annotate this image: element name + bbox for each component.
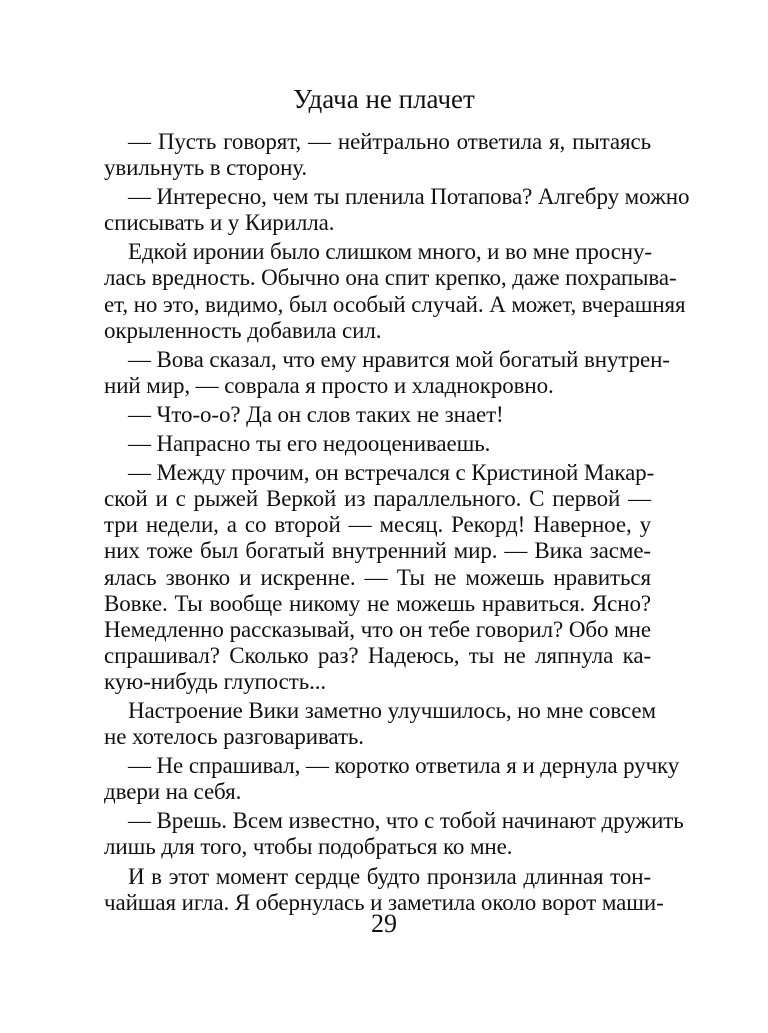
text-line: — Между прочим, он встречался с Кристиной Макар- [128,460,655,486]
paragraph [104,346,670,399]
paragraph [104,697,656,750]
paragraph [104,239,686,343]
text-line: кую-нибудь глупость... [104,668,327,694]
text-line: них тоже был богатый внутренний мир. — Вика засме- [104,538,651,564]
running-title: Удача не плачет [293,84,475,114]
paragraph [104,753,680,805]
text-line: Немедленно рассказывай, что он тебе говорил? Обо мне [104,616,651,642]
text-line: увильнуть в сторону. [104,155,308,181]
text-line: чайшая игла. Я обернулась и заметила около ворот маши- [104,889,664,915]
text-line: — Интересно, чем ты пленила Потапова? Алгебру можно [128,184,690,210]
text-line: ний мир, — соврала я просто и хладнокровно. [104,372,554,398]
text-line: списывать и у Кирилла. [104,210,335,236]
text-line: ет, но это, видимо, был особый случай. А может, вчерашняя [104,291,686,317]
text-line: — Что-о-о? Да он слов таких не знает! [128,401,504,427]
text-line: — Пусть говорят, — нейтрально ответила я, пытаясь [128,129,651,154]
text-line: окрыленность добавила сил. [104,317,382,343]
text-line: — Не спрашивал, — коротко ответила я и дернула ручку [128,753,680,779]
text-line: — Врешь. Всем известно, что с тобой начинают дружить [128,808,684,834]
text-line: — Напрасно ты его недооцениваешь. [128,431,491,457]
text-line: двери на себя. [104,779,242,805]
text-line: три недели, а со второй — месяц. Рекорд! Наверное, у [104,512,651,538]
paragraph [104,184,690,236]
text-line: Едкой иронии было слишком много, и во мне просну- [128,239,652,265]
paragraph [104,402,651,428]
text-line: — Вова сказал, что ему нравится мой богатый внутрен- [128,346,670,372]
paragraph [104,431,651,457]
text-line: лась вредность. Обычно она спит крепко, даже похрапыва- [104,265,677,291]
text-line: не хотелось разговаривать. [104,724,364,750]
page-number: 29 [371,909,397,938]
text-line: Настроение Вики заметно улучшилось, но мне совсем [128,697,656,723]
paragraph [104,460,655,695]
paragraph [104,808,684,860]
text-line: Вовке. Ты вообще никому не можешь нравиться. Ясно? [104,590,651,616]
text-line: И в этот момент сердце будто пронзила длинная тон- [128,863,651,889]
paragraph [104,129,651,181]
text-line: ялась звонко и искренне. — Ты не можешь нравиться [104,564,651,590]
text-line: ской и с рыжей Веркой из параллельного. С первой — [104,486,651,512]
text-line: спрашивал? Сколько раз? Надеюсь, ты не ляпнула ка- [104,642,651,668]
body-text [104,129,690,916]
text-line: лишь для того, чтобы подобраться ко мне. [104,834,513,860]
